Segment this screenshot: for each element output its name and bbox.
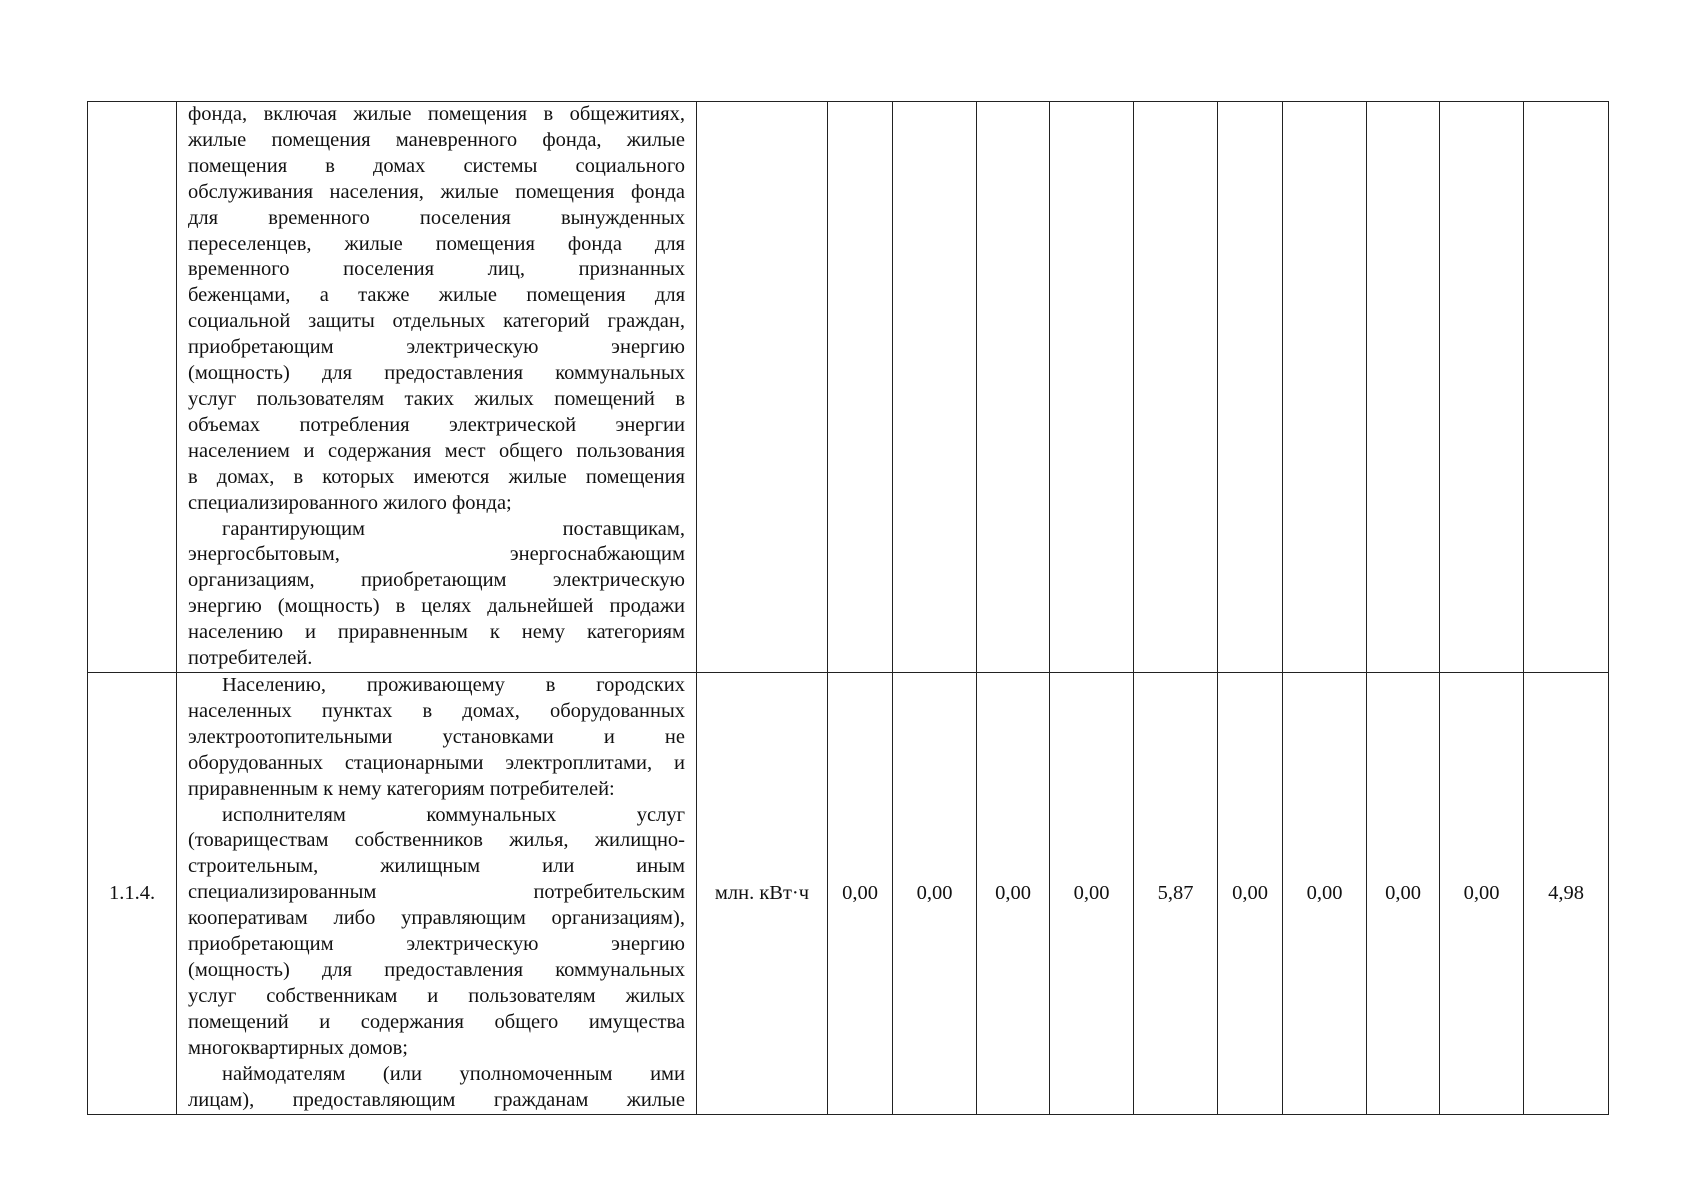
description-line: энергосбытовым, энергоснабжающим	[188, 543, 685, 566]
description-line: услуг пользователям таких жилых помещений в	[188, 387, 685, 410]
description-line: объемах потребления электрической энергии	[188, 413, 685, 436]
unit-cell: млн. кВт·ч	[697, 673, 828, 1115]
table-row	[88, 673, 1609, 1115]
description-line: населению и приравненным к нему категориям	[188, 621, 685, 644]
value-cell	[828, 102, 893, 673]
row-number-cell	[88, 102, 177, 673]
description-line: многоквартирных домов;	[188, 1036, 408, 1059]
description-line: энергию (мощность) в целях дальнейшей продажи	[188, 595, 685, 618]
description-line: специализированного жилого фонда;	[188, 491, 512, 514]
value-cell: 0,00	[1283, 673, 1367, 1115]
description-cell	[177, 102, 697, 673]
description-line: приобретающим электрическую энергию	[188, 933, 685, 956]
unit-cell	[697, 102, 828, 673]
value-cell	[1440, 102, 1524, 673]
description-line: переселенцев, жилые помещения фонда для	[188, 232, 685, 255]
description-line: услуг собственникам и пользователям жилых	[188, 984, 685, 1007]
value-cell	[1134, 102, 1218, 673]
description-line: потребителей.	[188, 647, 313, 670]
description-line: лицам), предоставляющим гражданам жилые	[188, 1088, 685, 1111]
description-line: социальной защиты отдельных категорий граждан,	[188, 310, 685, 333]
row-number-cell: 1.1.4.	[88, 673, 177, 1115]
value-cell: 0,00	[1440, 673, 1524, 1115]
description-cell	[177, 673, 697, 1115]
description-line: (мощность) для предоставления коммунальных	[188, 362, 685, 385]
value-cell	[977, 102, 1050, 673]
description-line: для временного поселения вынужденных	[188, 206, 685, 229]
value-cell	[1367, 102, 1440, 673]
description-line: беженцами, а также жилые помещения для	[188, 284, 685, 307]
value-cell: 0,00	[828, 673, 893, 1115]
value-cell: 0,00	[977, 673, 1050, 1115]
description-line: (товариществам собственников жилья, жилищно-	[188, 829, 685, 852]
description-line: приравненным к нему категориям потребителей:	[188, 777, 615, 800]
value-cell: 0,00	[1218, 673, 1283, 1115]
value-cell: 0,00	[1367, 673, 1440, 1115]
description-line: помещения в домах системы социального	[188, 154, 685, 177]
description-line: оборудованных стационарными электроплитами, и	[188, 751, 685, 774]
value-cell: 4,98	[1524, 673, 1609, 1115]
value-cell	[1524, 102, 1609, 673]
description-line: обслуживания населения, жилые помещения фонда	[188, 180, 685, 203]
value-cell	[893, 102, 977, 673]
description-line: кооперативам либо управляющим организациям),	[188, 907, 685, 930]
value-cell	[1283, 102, 1367, 673]
description-line: специализированным потребительским	[188, 881, 685, 904]
description-line: наймодателям (или уполномоченным ими	[222, 1062, 685, 1085]
table-row	[88, 102, 1609, 673]
description-line: строительным, жилищным или иным	[188, 855, 685, 878]
value-cell	[1218, 102, 1283, 673]
value-cell: 0,00	[1050, 673, 1134, 1115]
value-cell: 5,87	[1134, 673, 1218, 1115]
description-line: (мощность) для предоставления коммунальных	[188, 958, 685, 981]
description-line: организациям, приобретающим электрическую	[188, 569, 685, 592]
description-line: Населению, проживающему в городских	[222, 674, 685, 696]
description-line: электроотопительными установками и не	[188, 725, 685, 748]
value-cell: 0,00	[893, 673, 977, 1115]
description-line: жилые помещения маневренного фонда, жилые	[188, 128, 685, 151]
description-line: временного поселения лиц, признанных	[188, 258, 685, 281]
description-line: исполнителям коммунальных услуг	[222, 803, 685, 826]
description-line: помещений и содержания общего имущества	[188, 1010, 685, 1033]
value-cell	[1050, 102, 1134, 673]
description-line: гарантирующим поставщикам,	[222, 517, 685, 540]
description-line: населенных пунктах в домах, оборудованных	[188, 699, 685, 722]
tariff-table	[87, 101, 1609, 1115]
description-line: фонда, включая жилые помещения в общежитиях,	[188, 103, 685, 125]
description-line: населением и содержания мест общего пользования	[188, 439, 685, 462]
description-line: приобретающим электрическую энергию	[188, 336, 685, 359]
description-line: в домах, в которых имеются жилые помещения	[188, 465, 685, 488]
table-body	[88, 102, 1609, 1115]
